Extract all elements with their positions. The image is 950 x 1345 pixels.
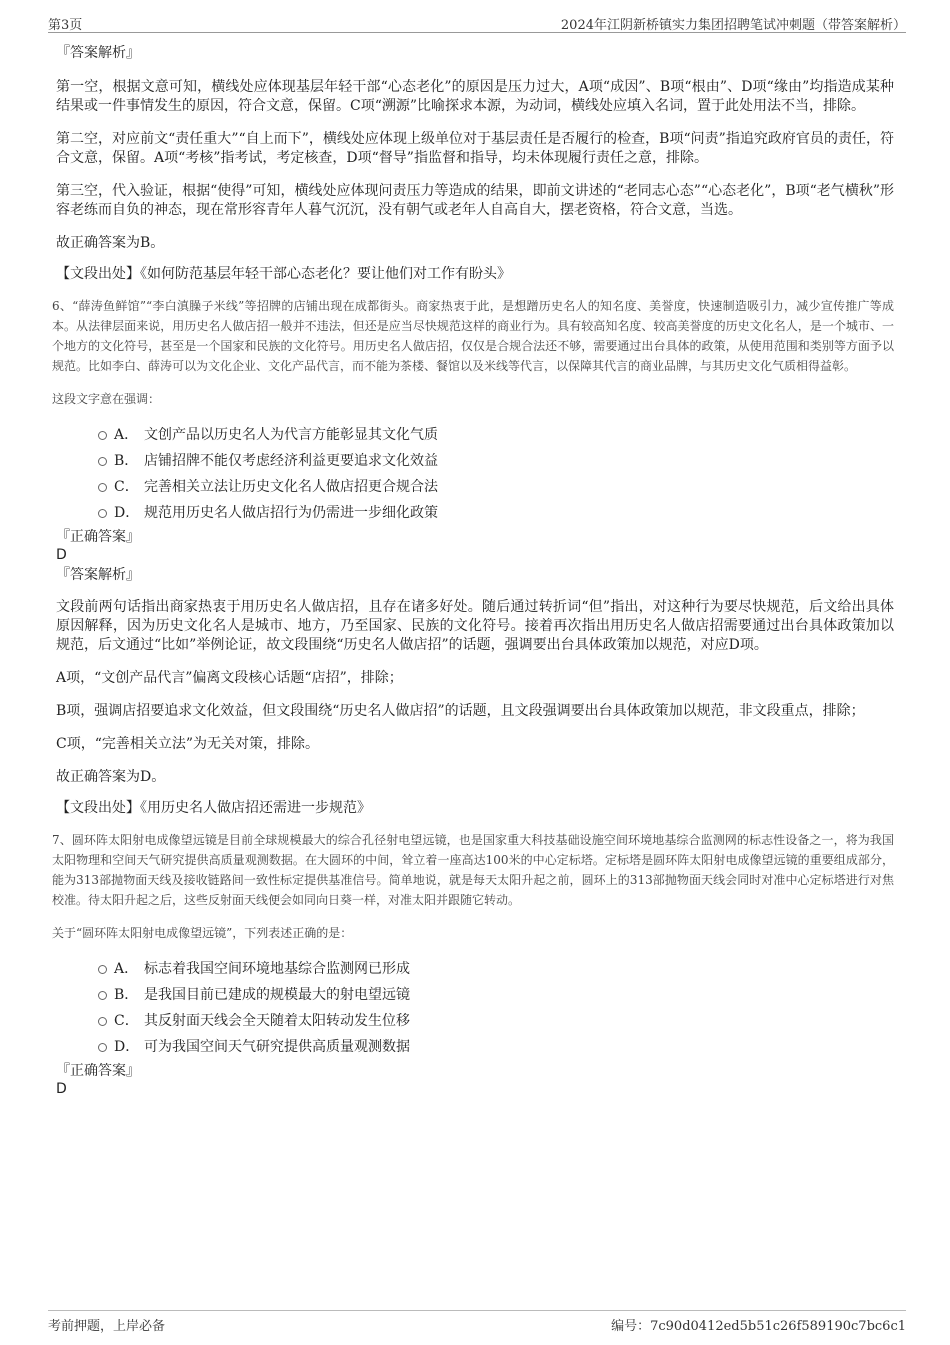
q6-question-text: 6、“薛涛鱼鲜馆”“李白滇臊子米线”等招牌的店铺出现在成都街头。商家热衷于此，是想蹭历史名人的知名度、美誉度，快速制造吸引力，减少宣传推广等成本。从法律层面来说，用历史名人做店招一般并不违法，但还是应当尽快规范这样的商业行为。具有较高知名度、较高美誉度的历史文化名人，是一个城市、一个地方的文化符号，甚至是一个国家和民族的文化符号。用历史名人做店招，仅仅是合规合法还不够，需要通过出台具体的政策，从使用范围和类别等方面予以规范。比如李白、薛涛可以为文化企业、文化产品代言，而不能为茶楼、餐馆以及米线等代言，以保障其代言的商业品牌，与其历史文化气质相得益彰。 [52, 299, 894, 373]
q5-analysis-para-3: 第三空，代入验证，根据“使得”可知，横线处应体现问责压力等造成的结果，即前文讲述的“老同志心态”“心态老化”，B项“老气横秋”形容老练而自负的神态，现在常形容青年人暮气沉沉，没有朝气或老年人自高自大，摆老资格，符合文意，当选。 [56, 183, 894, 218]
radio-button[interactable] [98, 457, 107, 466]
radio-button[interactable] [98, 1017, 107, 1026]
q7-answer-label: 『正确答案』 [56, 1063, 140, 1079]
radio-button[interactable] [98, 1043, 107, 1052]
q6-analysis-para-1: 文段前两句话指出商家热衷于用历史名人做店招，且存在诸多好处。随后通过转折词“但”指出，对这种行为要尽快规范，后文给出具体原因解释，因为历史文化名人是城市、地方，乃至国家、民族的文化符号。接着再次指出用历史名人做店招需要通过出台具体政策加以规范，后文通过“比如”举例论证，故文段围绕“历史名人做店招”的话题，强调要出台具体政策加以规范，对应D项。 [56, 599, 894, 653]
option-text: 标志着我国空间环境地基综合监测网已形成 [144, 961, 410, 977]
radio-button[interactable] [98, 431, 107, 440]
option-text: 是我国目前已建成的规模最大的射电望远镜 [144, 987, 410, 1003]
page-content [52, 44, 894, 1098]
option-letter: A． [114, 427, 139, 443]
q6-option-a[interactable] [56, 422, 894, 448]
option-letter: B． [114, 987, 139, 1003]
option-text: 店铺招牌不能仅考虑经济利益更要追求文化效益 [144, 453, 438, 469]
q6-answer-label: 『正确答案』 [56, 529, 140, 545]
option-text: 文创产品以历史名人为代言方能彰显其文化气质 [144, 427, 438, 443]
q7-prompt: 关于“圆环阵太阳射电成像望远镜”，下列表述正确的是： [52, 926, 353, 940]
q6-answer: D [56, 547, 67, 563]
q6-source: 【文段出处】《用历史名人做店招还需进一步规范》 [56, 800, 371, 816]
q5-analysis-para-2: 第二空，对应前文“责任重大”“自上而下”，横线处应体现上级单位对于基层责任是否履行的检查，B项“问责”指追究政府官员的责任，符合文意，保留。A项“考核”指考试，考定核查，D项“督导”指监督和指导，均未体现履行责任之意，排除。 [56, 131, 894, 166]
radio-button[interactable] [98, 509, 107, 518]
q5-analysis-label: 『答案解析』 [56, 45, 140, 61]
page-header [48, 12, 906, 33]
option-text: 完善相关立法让历史文化名人做店招更合规合法 [144, 479, 438, 495]
q6-option-d[interactable] [56, 500, 894, 526]
q6-prompt: 这段文字意在强调： [52, 392, 161, 406]
q6-option-c[interactable] [56, 474, 894, 500]
option-text: 可为我国空间天气研究提供高质量观测数据 [144, 1039, 410, 1055]
footer-slogan: 考前押题，上岸必备 [48, 1319, 166, 1334]
q6-analysis-para-4: C项，“完善相关立法”为无关对策，排除。 [56, 736, 320, 752]
document-code: 编号：7c90d0412ed5b51c26f589190c7bc6c1 [611, 1319, 906, 1334]
q7-answer: D [56, 1081, 67, 1097]
q5-source: 【文段出处】《如何防范基层年轻干部心态老化？要让他们对工作有盼头》 [56, 266, 511, 282]
option-letter: D． [114, 1039, 140, 1055]
q7-option-d[interactable] [56, 1034, 894, 1060]
q7-option-c[interactable] [56, 1008, 894, 1034]
q6-answer-statement: 故正确答案为D。 [56, 769, 166, 785]
q7-question-text: 7、圆环阵太阳射电成像望远镜是目前全球规模最大的综合孔径射电望远镜，也是国家重大科技基础设施空间环境地基综合监测网的标志性设备之一，将为我国太阳物理和空间天气研究提供高质量观测数据。在大圆环的中间，耸立着一座高达100米的中心定标塔。定标塔是圆环阵太阳射电成像望远镜的重要组成部分，能为313部抛物面天线及接收链路间一致性标定提供基准信号。简单地说，就是每天太阳升起之前，圆环上的313部抛物面天线会同时对准中心定标塔进行对焦校准。待太阳升起之后，这些反射面天线便会如同向日葵一样，对准太阳并跟随它转动。 [52, 833, 894, 907]
option-letter: A． [114, 961, 139, 977]
radio-button[interactable] [98, 965, 107, 974]
option-text: 其反射面天线会全天随着太阳转动发生位移 [144, 1013, 410, 1029]
radio-button[interactable] [98, 991, 107, 1000]
q6-option-b[interactable] [56, 448, 894, 474]
option-text: 规范用历史名人做店招行为仍需进一步细化政策 [144, 505, 438, 521]
q6-analysis-para-3: B项，强调店招要追求文化效益，但文段围绕“历史名人做店招”的话题，且文段强调要出台具体政策加以规范，非文段重点，排除； [56, 703, 865, 719]
q6-options [56, 422, 894, 526]
q7-options [56, 956, 894, 1060]
page-number: 第3页 [48, 18, 83, 33]
option-letter: D． [114, 505, 140, 521]
option-letter: C． [114, 1013, 139, 1029]
option-letter: B． [114, 453, 139, 469]
q5-answer-statement: 故正确答案为B。 [56, 235, 165, 251]
q6-analysis-label: 『答案解析』 [56, 567, 140, 583]
document-title: 2024年江阴新桥镇实力集团招聘笔试冲刺题（带答案解析） [560, 18, 906, 33]
q6-analysis-para-2: A项，“文创产品代言”偏离文段核心话题“店招”，排除； [56, 670, 403, 686]
option-letter: C． [114, 479, 139, 495]
q5-analysis-para-1: 第一空，根据文意可知，横线处应体现基层年轻干部“心态老化”的原因是压力过大，A项“成因”、B项“根由”、D项“缘由”均指造成某种结果或一件事情发生的原因，符合文意，保留。C项“溯源”比喻探求本源，为动词，横线处应填入名词，置于此处用法不当，排除。 [56, 79, 894, 114]
radio-button[interactable] [98, 483, 107, 492]
q7-option-b[interactable] [56, 982, 894, 1008]
q7-option-a[interactable] [56, 956, 894, 982]
page-footer [48, 1310, 906, 1333]
